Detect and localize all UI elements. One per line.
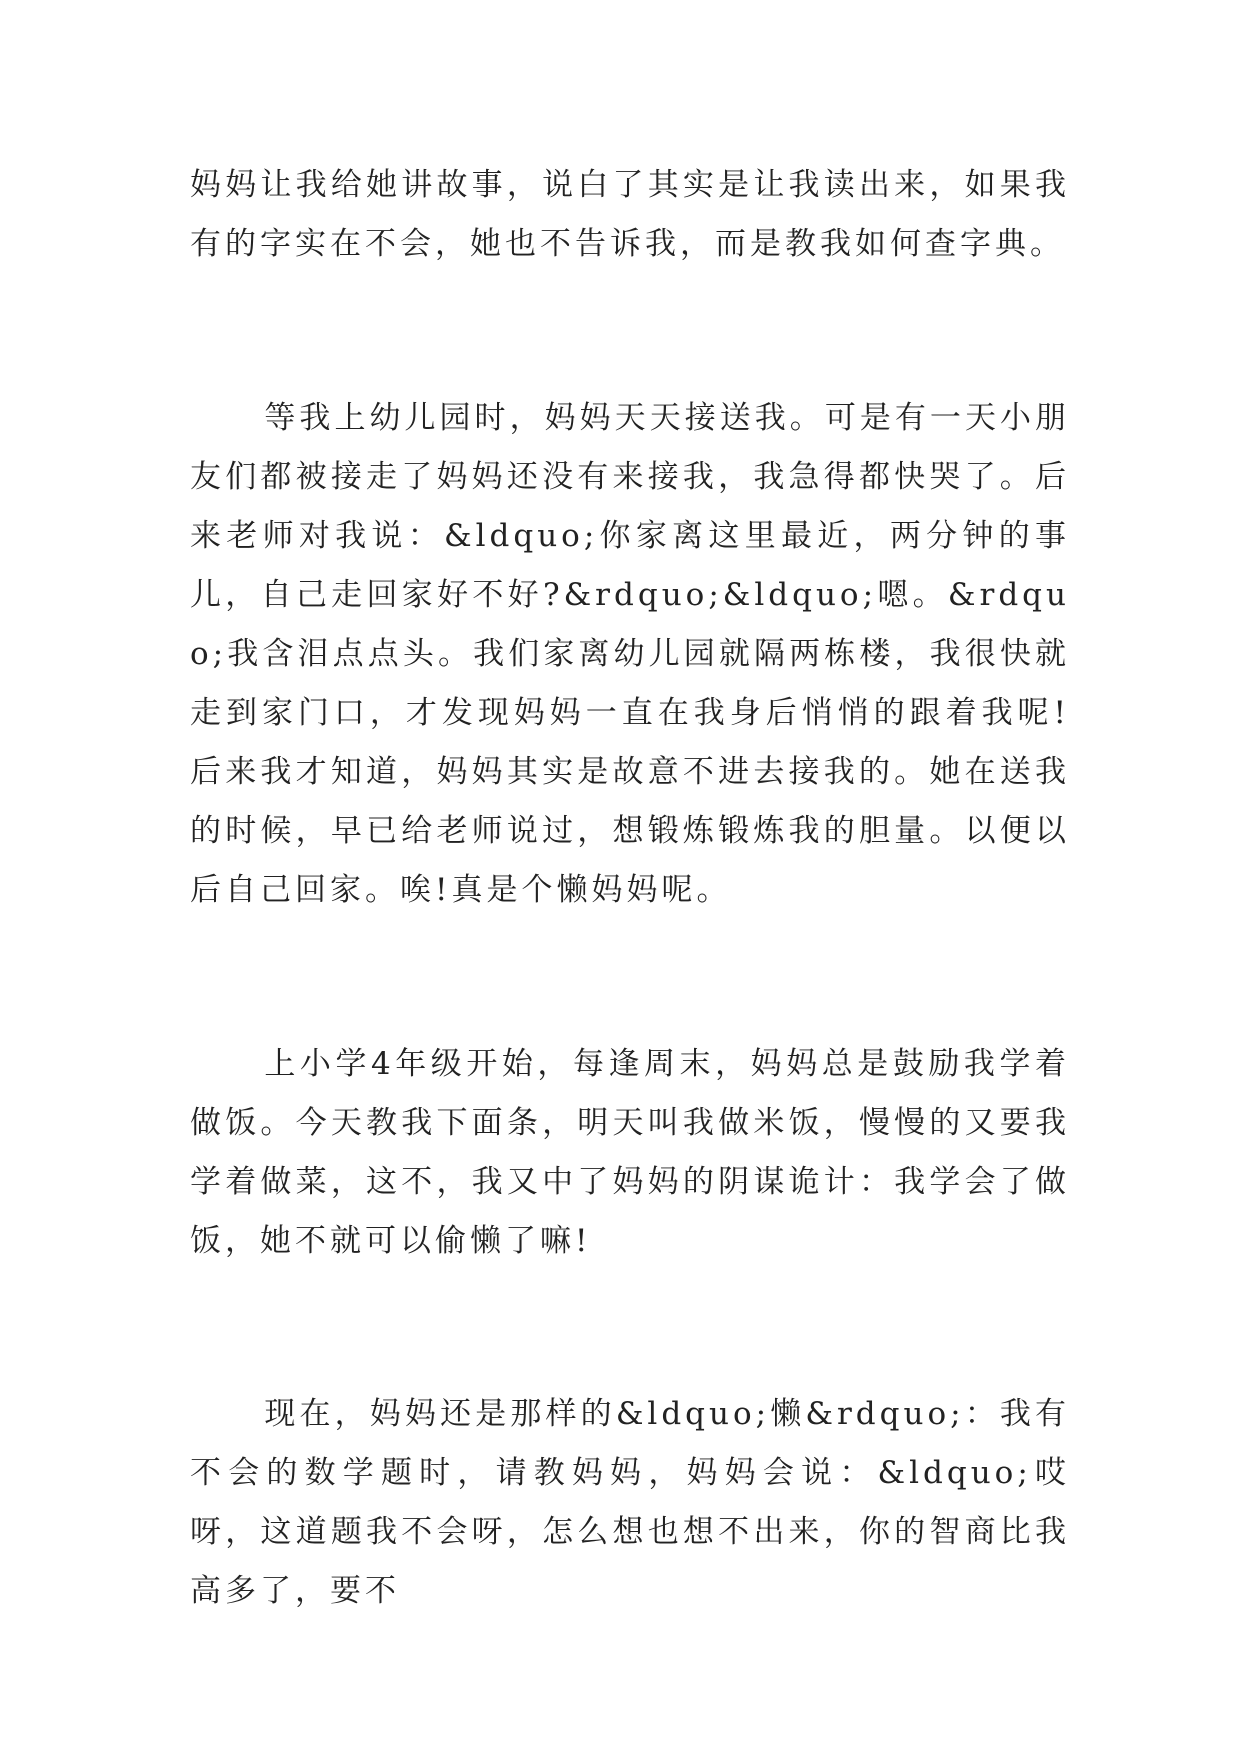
paragraph-3: 上小学4年级开始，每逢周末，妈妈总是鼓励我学着做饭。今天教我下面条，明天叫我做米饭，慢慢的又要我学着做菜，这不，我又中了妈妈的阴谋诡计：我学会了做饭，她不就可以偷懒了嘛! (190, 1046, 1070, 1259)
paragraph-4: 现在，妈妈还是那样的&ldquo;懒&rdquo;：我有不会的数学题时，请教妈妈，妈妈会说：&ldquo;哎呀，这道题我不会呀，怎么想也想不出来，你的智商比我高多了，要不 (190, 1396, 1070, 1609)
paragraph-2: 等我上幼儿园时，妈妈天天接送我。可是有一天小朋友们都被接走了妈妈还没有来接我，我急得都快哭了。后来老师对我说：&ldquo;你家离这里最近，两分钟的事儿，自己走回家好不好?&rdquo;&ldquo;嗯。&rdquo;我含泪点点头。我们家离幼儿园就隔两栋楼，我很快就走到家门口，才发现妈妈一直在我身后悄悄的跟着我呢!后来我才知道，妈妈其实是故意不进去接我的。她在送我的时候，早已给老师说过，想锻炼锻炼我的胆量。以便以后自己回家。唉!真是个懒妈妈呢。 (190, 400, 1070, 908)
paragraph-1: 妈妈让我给她讲故事，说白了其实是让我读出来，如果我有的字实在不会，她也不告诉我，而是教我如何查字典。 (190, 167, 1070, 262)
